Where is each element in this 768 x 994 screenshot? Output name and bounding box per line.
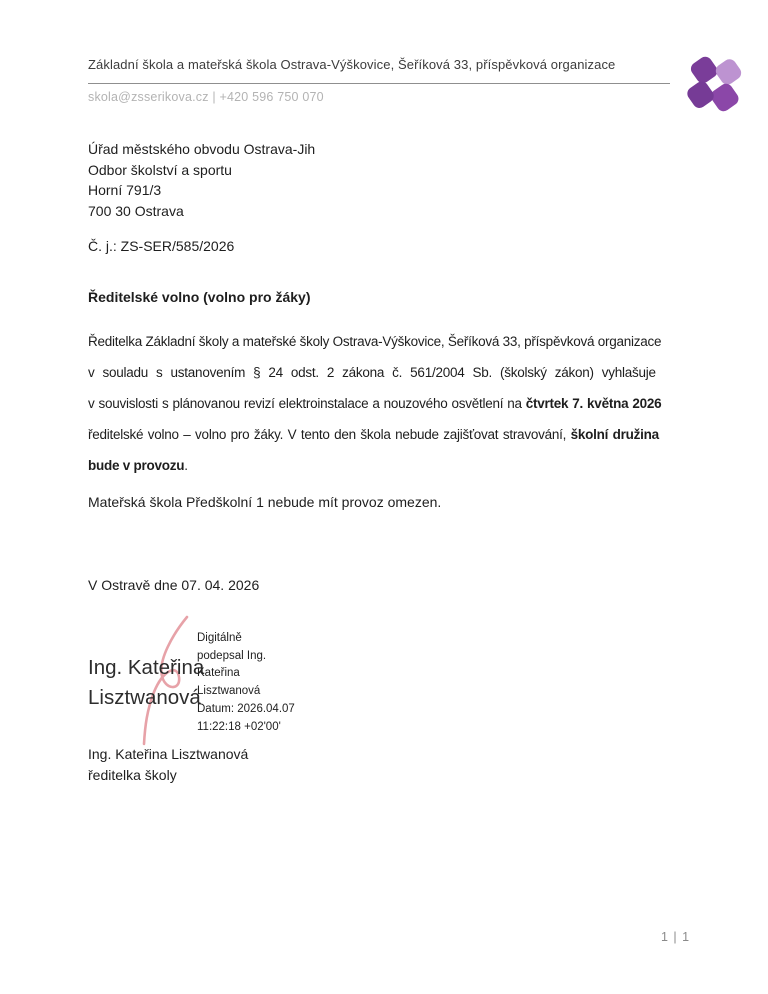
paragraph-line xyxy=(88,419,661,450)
signature-detail-line: Kateřina xyxy=(197,667,240,680)
text-run: v souladu s ustanovením § 24 odst. 2 zákona č. 561/2004 Sb. (školský zákon) vyhlašuje xyxy=(88,365,656,380)
sender-title: ředitelka školy xyxy=(88,766,177,783)
header-divider xyxy=(88,83,670,84)
body-paragraph-2: Mateřská škola Předškolní 1 nebude mít provoz omezen. xyxy=(88,494,442,510)
text-run: v souvislosti s plánovanou revizí elektroinstalace a nouzového osvětlení na xyxy=(88,396,526,411)
sender-name: Ing. Kateřina Lisztwanová xyxy=(88,746,249,762)
signature-details xyxy=(197,630,295,736)
contact-info: skola@zsserikova.cz | +420 596 750 070 xyxy=(88,90,324,104)
signature-name-line: Lisztwanová xyxy=(88,686,201,709)
signature-display-name xyxy=(88,653,204,713)
recipient-line: Úřad městského obvodu Ostrava-Jih xyxy=(88,141,316,157)
signature-detail-line: Digitálně xyxy=(197,632,242,644)
text-run: Ředitelka Základní školy a mateřské školy Ostrava-Výškovice, Šeříková 33, příspěvková organizace xyxy=(88,334,662,349)
recipient-line: 700 30 Ostrava xyxy=(88,202,184,219)
body-paragraph-1 xyxy=(88,326,661,481)
signature-detail-line: Datum: 2026.04.07 xyxy=(197,702,295,715)
school-name: Základní škola a mateřská škola Ostrava-Výškovice, Šeříková 33, příspěvková organizace xyxy=(88,57,616,72)
paragraph-line xyxy=(88,326,661,357)
reference-number: Č. j.: ZS-SER/585/2026 xyxy=(88,238,235,254)
text-run-bold: bude v provozu xyxy=(88,458,185,473)
flower-logo-icon xyxy=(676,44,752,129)
paragraph-line xyxy=(88,388,661,419)
page-number: 1 | 1 xyxy=(661,930,691,944)
signature-detail-line: Lisztwanová xyxy=(197,685,261,698)
recipient-address xyxy=(88,139,315,221)
text-run-bold: čtvrtek 7. května 2026 xyxy=(525,396,662,411)
subject-line: Ředitelské volno (volno pro žáky) xyxy=(88,289,311,305)
text-run: ředitelské volno – volno pro žáky. V tento den škola nebude zajišťovat stravování, xyxy=(88,427,571,442)
paragraph-line xyxy=(88,450,661,481)
signature-detail-line: podepsal Ing. xyxy=(197,649,267,662)
recipient-line: Odbor školství a sportu xyxy=(88,161,232,178)
signature-name-line: Ing. Kateřina xyxy=(88,656,205,679)
dateline: V Ostravě dne 07. 04. 2026 xyxy=(88,577,260,593)
text-run-bold: školní družina xyxy=(570,427,659,442)
signature-detail-line: 11:22:18 +02'00' xyxy=(197,720,281,733)
paragraph-line xyxy=(88,357,661,388)
recipient-line: Horní 791/3 xyxy=(88,182,162,198)
text-run: . xyxy=(184,458,188,473)
